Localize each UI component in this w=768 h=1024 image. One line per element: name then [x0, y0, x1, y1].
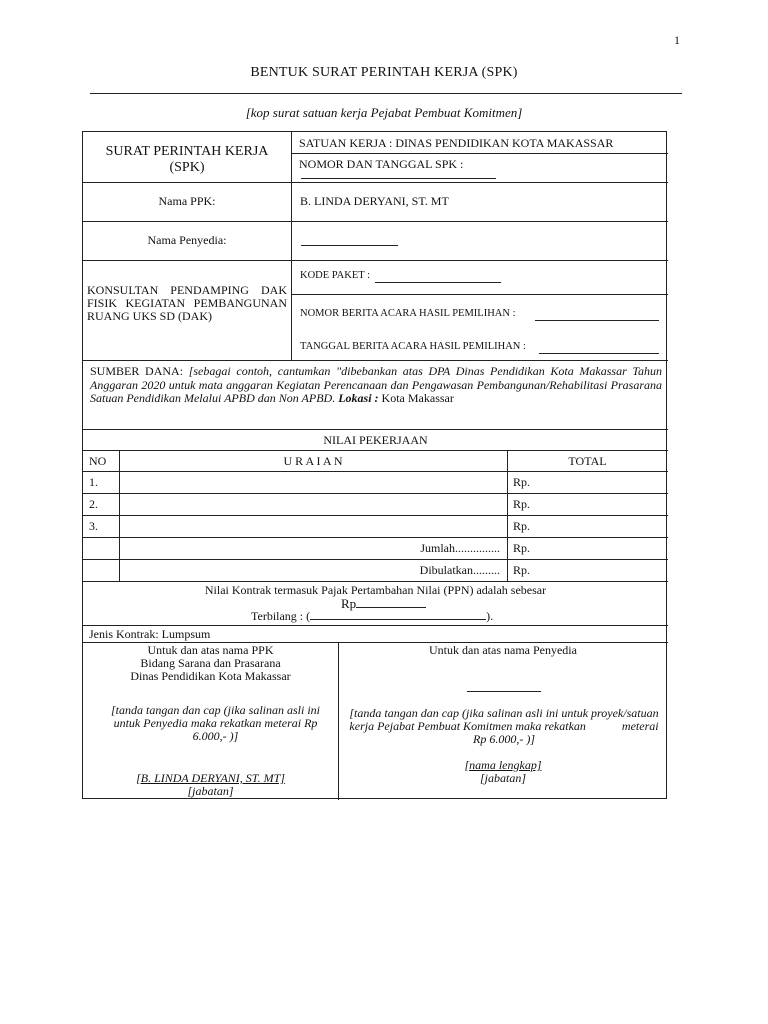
title-underline: [90, 93, 682, 94]
dibulatkan-total: Rp.: [513, 563, 531, 577]
penyedia-signature-note: [tanda tangan dan cap (jika salinan asli ini untuk proyek/satuan kerja Pejabat Pembuat Komitmen maka rekatkan meterai Rp 6.000,- )]: [349, 706, 662, 746]
tanggal-ba-field[interactable]: [539, 343, 659, 354]
jenis-kontrak: Jenis Kontrak: Lumpsum: [89, 627, 211, 641]
paket-description: KONSULTAN PENDAMPING DAK FISIK KEGIATAN PEMBANGUNAN RUANG UKS SD (DAK): [87, 283, 287, 323]
page-number: 1: [674, 33, 680, 47]
spk-heading: SURAT PERINTAH KERJA (SPK): [105, 144, 269, 175]
nilai-pekerjaan-heading: NILAI PEKERJAAN: [323, 433, 428, 447]
terbilang-field[interactable]: [310, 609, 486, 620]
jumlah-label: Jumlah...............: [420, 541, 500, 555]
row-total: Rp.: [513, 497, 531, 511]
nomor-tanggal-spk-field[interactable]: [301, 168, 496, 179]
row-no: 2.: [89, 497, 98, 511]
penyedia-signer-name: [nama lengkap]: [464, 758, 542, 772]
row-no: 3.: [89, 519, 98, 533]
dibulatkan-label: Dibulatkan.........: [419, 563, 500, 577]
row-total: Rp.: [513, 475, 531, 489]
nomor-tanggal-spk-label: NOMOR DAN TANGGAL SPK :: [299, 157, 464, 171]
sumber-dana: SUMBER DANA: [sebagai contoh, cantumkan "dibebankan atas DPA Dinas Pendidikan Kota Makassar Tahun Anggaran 2020 untuk mata anggaran Kegiatan Perencanaan dan Pengawasan Pembangunan/Rehabilitasi Prasarana Satuan Pendidikan Melalui APBD dan Non APBD. Lokasi : Kota Makassar: [90, 364, 662, 405]
ppk-signature-block: Untuk dan atas nama PPK Bidang Sarana dan Prasarana Dinas Pendidikan Kota Makassar: [130, 643, 291, 683]
ppk-signer-name: [B. LINDA DERYANI, ST. MT]: [136, 771, 285, 785]
ppk-signer-jabatan: [jabatan]: [187, 784, 234, 798]
col-total-header: TOTAL: [568, 454, 607, 468]
col-uraian-header: U R A I A N: [283, 454, 343, 468]
tanggal-ba-label: TANGGAL BERITA ACARA HASIL PEMILIHAN :: [300, 341, 526, 352]
kode-paket-field[interactable]: [375, 272, 501, 283]
col-no-header: NO: [89, 454, 107, 468]
nomor-ba-label: NOMOR BERITA ACARA HASIL PEMILIHAN :: [300, 308, 516, 319]
penyedia-signer-jabatan: [jabatan]: [479, 771, 526, 785]
kode-paket-label: KODE PAKET :: [300, 270, 371, 281]
penyedia-signature-line[interactable]: [467, 681, 541, 692]
terbilang: Terbilang : ( ).: [251, 609, 494, 623]
kontrak-rp: Rp: [341, 596, 426, 612]
nama-penyedia-field[interactable]: [301, 235, 398, 246]
row-total: Rp.: [513, 519, 531, 533]
nama-ppk-label: Nama PPK:: [158, 194, 216, 208]
penyedia-signature-heading: Untuk dan atas nama Penyedia: [429, 643, 577, 657]
kontrak-value-field[interactable]: [356, 597, 426, 608]
ppn-text: Nilai Kontrak termasuk Pajak Pertambahan Nilai (PPN) adalah sebesar: [204, 583, 547, 597]
row-no: 1.: [89, 475, 98, 489]
nomor-ba-field[interactable]: [535, 310, 659, 321]
document-title: BENTUK SURAT PERINTAH KERJA (SPK): [250, 65, 518, 80]
column-divider: [291, 132, 292, 360]
jumlah-total: Rp.: [513, 541, 531, 555]
ppk-signature-note: [tanda tangan dan cap (jika salinan asli ini untuk Penyedia maka rekatkan meterai Rp 6.000,- )]: [111, 703, 320, 743]
letterhead-placeholder: [kop surat satuan kerja Pejabat Pembuat Komitmen]: [245, 105, 523, 120]
nama-ppk-value: B. LINDA DERYANI, ST. MT: [300, 194, 449, 208]
spk-form: [82, 131, 667, 799]
satuan-kerja: SATUAN KERJA : DINAS PENDIDIKAN KOTA MAKASSAR: [299, 136, 614, 150]
nama-penyedia-label: Nama Penyedia:: [147, 233, 227, 247]
